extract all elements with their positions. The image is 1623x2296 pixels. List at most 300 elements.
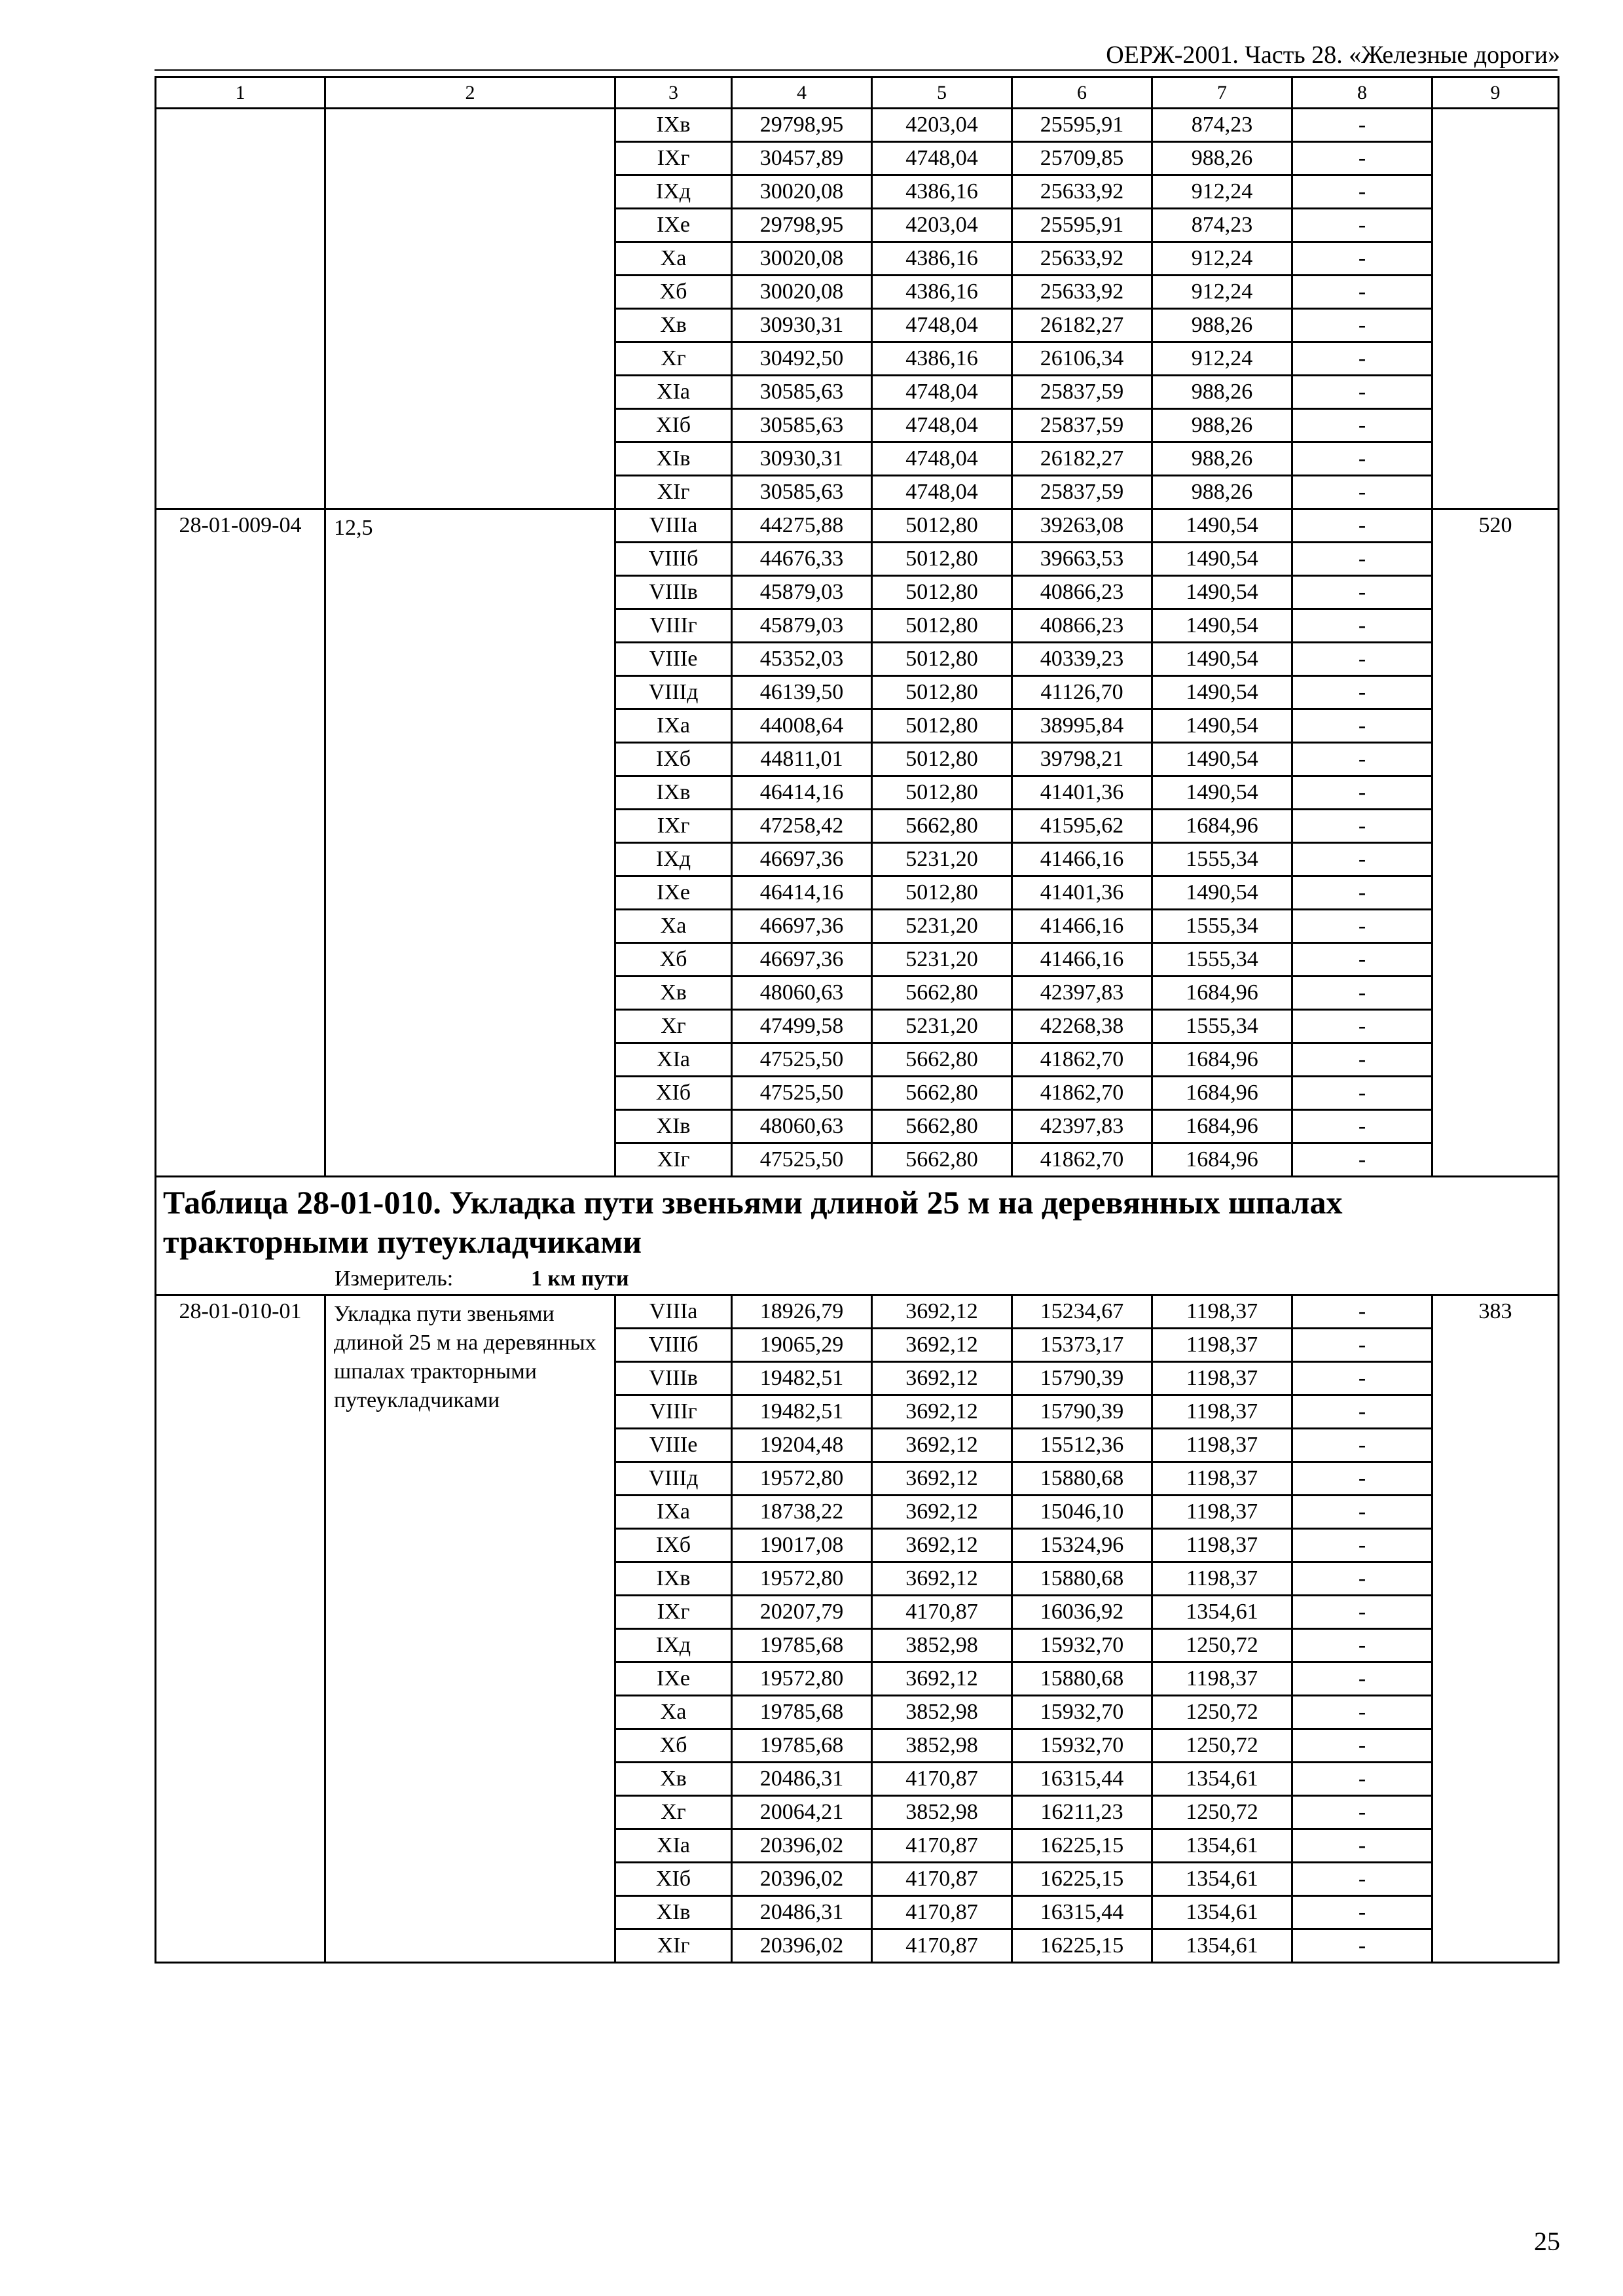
- table-cell: 42397,83: [1012, 1110, 1152, 1143]
- table-cell: -: [1292, 142, 1432, 175]
- table-cell: 15790,39: [1012, 1362, 1152, 1395]
- rate-name-cell: [325, 1295, 615, 1963]
- table-cell: -: [1292, 1329, 1432, 1362]
- table-cell: IXв: [615, 776, 732, 810]
- table-cell: 30930,31: [732, 309, 872, 342]
- table-cell: 4170,87: [872, 1763, 1012, 1796]
- table-cell: VIIIд: [615, 676, 732, 709]
- table-cell: 5662,80: [872, 1110, 1012, 1143]
- table-cell: 30492,50: [732, 342, 872, 376]
- table-cell: 874,23: [1152, 109, 1292, 142]
- table-cell: 3692,12: [872, 1529, 1012, 1562]
- table-cell: 25633,92: [1012, 175, 1152, 209]
- rates-table: [155, 76, 1559, 1964]
- table-cell: 5231,20: [872, 843, 1012, 876]
- table-cell: VIIIв: [615, 576, 732, 609]
- table-cell: VIIIд: [615, 1462, 732, 1496]
- table-cell: 19204,48: [732, 1429, 872, 1462]
- table-cell: 30457,89: [732, 142, 872, 175]
- table-cell: 16225,15: [1012, 1863, 1152, 1896]
- table-cell: 26106,34: [1012, 342, 1152, 376]
- table-cell: -: [1292, 943, 1432, 977]
- table-cell: 29798,95: [732, 209, 872, 242]
- table-cell: -: [1292, 743, 1432, 776]
- table-cell: 19785,68: [732, 1696, 872, 1729]
- table-cell: -: [1292, 1496, 1432, 1529]
- table-cell: 3692,12: [872, 1662, 1012, 1696]
- table-cell: 45879,03: [732, 609, 872, 643]
- table-cell: -: [1292, 109, 1432, 142]
- table-cell: XIг: [615, 1143, 732, 1177]
- table-cell: VIIIб: [615, 1329, 732, 1362]
- table-cell: -: [1292, 876, 1432, 910]
- table-cell: 4203,04: [872, 209, 1012, 242]
- table-cell: 15932,70: [1012, 1729, 1152, 1763]
- table-cell: 1198,37: [1152, 1295, 1292, 1329]
- table-cell: 44676,33: [732, 543, 872, 576]
- column-number: 5: [872, 77, 1012, 109]
- table-cell: 1198,37: [1152, 1529, 1292, 1562]
- table-cell: IXг: [615, 810, 732, 843]
- column-number: 2: [325, 77, 615, 109]
- table-cell: 988,26: [1152, 309, 1292, 342]
- table-cell: 5012,80: [872, 509, 1012, 543]
- table-cell: 3852,98: [872, 1629, 1012, 1662]
- rate-code-cell: 28-01-010-01: [156, 1295, 325, 1963]
- table-cell: 30585,63: [732, 476, 872, 509]
- table-section-title: Таблица 28-01-010. Укладка пути звеньями длиной 25 м на деревянных шпалах тракторными путеукладчиками: [163, 1184, 1343, 1260]
- table-cell: -: [1292, 1529, 1432, 1562]
- table-cell: VIIIб: [615, 543, 732, 576]
- table-cell: 988,26: [1152, 376, 1292, 409]
- table-cell: Xв: [615, 1763, 732, 1796]
- table-cell: 1490,54: [1152, 643, 1292, 676]
- table-cell: 3852,98: [872, 1696, 1012, 1729]
- table-cell: 1555,34: [1152, 843, 1292, 876]
- table-cell: 19785,68: [732, 1729, 872, 1763]
- table-cell: 5662,80: [872, 1043, 1012, 1077]
- table-cell: 1555,34: [1152, 1010, 1292, 1043]
- table-cell: 15932,70: [1012, 1696, 1152, 1729]
- table-cell: -: [1292, 1629, 1432, 1662]
- table-cell: 19572,80: [732, 1462, 872, 1496]
- table-cell: IXа: [615, 1496, 732, 1529]
- table-cell: 45352,03: [732, 643, 872, 676]
- measure-unit-line: [335, 1264, 1551, 1294]
- table-cell: 4170,87: [872, 1896, 1012, 1929]
- table-cell: 30930,31: [732, 442, 872, 476]
- table-cell: 15373,17: [1012, 1329, 1152, 1362]
- table-cell: 1198,37: [1152, 1429, 1292, 1462]
- table-cell: 4386,16: [872, 242, 1012, 276]
- table-cell: IXе: [615, 1662, 732, 1696]
- table-cell: IXв: [615, 1562, 732, 1596]
- table-cell: XIв: [615, 1110, 732, 1143]
- table-cell: XIб: [615, 409, 732, 442]
- table-cell: 41862,70: [1012, 1143, 1152, 1177]
- table-cell: 5012,80: [872, 876, 1012, 910]
- table-cell: 5012,80: [872, 676, 1012, 709]
- measure-unit-label: Измеритель:: [335, 1266, 454, 1291]
- rates-table-body: [156, 77, 1559, 1963]
- table-cell: 16315,44: [1012, 1763, 1152, 1796]
- rate-code-cell: [156, 109, 325, 509]
- table-cell: 5662,80: [872, 810, 1012, 843]
- table-cell: 5231,20: [872, 943, 1012, 977]
- table-cell: -: [1292, 1562, 1432, 1596]
- table-cell: -: [1292, 643, 1432, 676]
- table-cell: 46414,16: [732, 776, 872, 810]
- table-cell: 1555,34: [1152, 943, 1292, 977]
- table-cell: 41466,16: [1012, 910, 1152, 943]
- table-cell: 46697,36: [732, 843, 872, 876]
- table-cell: 41595,62: [1012, 810, 1152, 843]
- table-cell: 1555,34: [1152, 910, 1292, 943]
- table-cell: 19482,51: [732, 1395, 872, 1429]
- table-cell: XIб: [615, 1077, 732, 1110]
- table-cell: 25633,92: [1012, 242, 1152, 276]
- table-cell: Xг: [615, 1010, 732, 1043]
- table-cell: XIа: [615, 1043, 732, 1077]
- table-cell: -: [1292, 1010, 1432, 1043]
- table-cell: -: [1292, 1043, 1432, 1077]
- table-cell: 4386,16: [872, 175, 1012, 209]
- rate-code-cell: 28-01-009-04: [156, 509, 325, 1177]
- table-cell: 44008,64: [732, 709, 872, 743]
- table-cell: 1684,96: [1152, 1143, 1292, 1177]
- column-9-value: 520: [1432, 509, 1559, 1177]
- table-cell: 20207,79: [732, 1596, 872, 1629]
- table-cell: 15512,36: [1012, 1429, 1152, 1462]
- table-cell: 15880,68: [1012, 1562, 1152, 1596]
- table-cell: 48060,63: [732, 977, 872, 1010]
- table-cell: IXв: [615, 109, 732, 142]
- table-cell: IXд: [615, 843, 732, 876]
- table-cell: 1684,96: [1152, 1110, 1292, 1143]
- table-cell: Xг: [615, 1796, 732, 1829]
- table-cell: -: [1292, 1362, 1432, 1395]
- table-cell: 1684,96: [1152, 1043, 1292, 1077]
- table-cell: XIв: [615, 442, 732, 476]
- table-cell: -: [1292, 576, 1432, 609]
- section-header-cell: [156, 1177, 1559, 1295]
- table-cell: Xв: [615, 977, 732, 1010]
- table-cell: 3692,12: [872, 1562, 1012, 1596]
- table-cell: 40866,23: [1012, 576, 1152, 609]
- table-cell: 30020,08: [732, 276, 872, 309]
- table-cell: 44811,01: [732, 743, 872, 776]
- table-cell: 988,26: [1152, 442, 1292, 476]
- table-cell: 5662,80: [872, 977, 1012, 1010]
- table-cell: 15932,70: [1012, 1629, 1152, 1662]
- table-cell: 15790,39: [1012, 1395, 1152, 1429]
- table-cell: 42397,83: [1012, 977, 1152, 1010]
- table-cell: 4170,87: [872, 1596, 1012, 1629]
- table-cell: Xб: [615, 943, 732, 977]
- table-cell: 4748,04: [872, 409, 1012, 442]
- table-cell: VIIIг: [615, 1395, 732, 1429]
- table-cell: 15880,68: [1012, 1462, 1152, 1496]
- table-cell: 20396,02: [732, 1929, 872, 1963]
- table-cell: 47499,58: [732, 1010, 872, 1043]
- table-cell: 20486,31: [732, 1763, 872, 1796]
- column-number: 7: [1152, 77, 1292, 109]
- table-cell: 5662,80: [872, 1143, 1012, 1177]
- table-cell: 4170,87: [872, 1829, 1012, 1863]
- table-cell: Xб: [615, 276, 732, 309]
- table-cell: 25709,85: [1012, 142, 1152, 175]
- table-cell: 912,24: [1152, 242, 1292, 276]
- table-cell: 47258,42: [732, 810, 872, 843]
- table-cell: 5012,80: [872, 576, 1012, 609]
- table-cell: 5012,80: [872, 643, 1012, 676]
- table-cell: 47525,50: [732, 1077, 872, 1110]
- table-cell: -: [1292, 1143, 1432, 1177]
- table-cell: -: [1292, 1929, 1432, 1963]
- table-cell: 46697,36: [732, 910, 872, 943]
- table-cell: 38995,84: [1012, 709, 1152, 743]
- table-cell: 41862,70: [1012, 1043, 1152, 1077]
- table-cell: 1490,54: [1152, 876, 1292, 910]
- table-cell: XIа: [615, 1829, 732, 1863]
- table-cell: Xг: [615, 342, 732, 376]
- table-cell: 16225,15: [1012, 1929, 1152, 1963]
- table-cell: -: [1292, 1462, 1432, 1496]
- table-cell: 15046,10: [1012, 1496, 1152, 1529]
- table-cell: 39663,53: [1012, 543, 1152, 576]
- table-cell: VIIIе: [615, 643, 732, 676]
- table-cell: 30020,08: [732, 242, 872, 276]
- table-cell: -: [1292, 1429, 1432, 1462]
- section-row: [156, 1177, 1559, 1295]
- table-cell: XIв: [615, 1896, 732, 1929]
- table-cell: 1198,37: [1152, 1395, 1292, 1429]
- table-cell: 16211,23: [1012, 1796, 1152, 1829]
- table-cell: 3692,12: [872, 1462, 1012, 1496]
- table-cell: -: [1292, 1077, 1432, 1110]
- table-cell: 1490,54: [1152, 609, 1292, 643]
- table-cell: 40866,23: [1012, 609, 1152, 643]
- table-cell: -: [1292, 1796, 1432, 1829]
- table-cell: 4203,04: [872, 109, 1012, 142]
- table-cell: Xа: [615, 910, 732, 943]
- table-cell: 1198,37: [1152, 1329, 1292, 1362]
- table-cell: -: [1292, 843, 1432, 876]
- table-cell: 5012,80: [872, 609, 1012, 643]
- table-cell: 1490,54: [1152, 509, 1292, 543]
- table-cell: 5012,80: [872, 709, 1012, 743]
- rate-name-text: Укладка пути звеньями длиной 25 м на деревянных шпалах тракторными путеукладчиками: [334, 1302, 596, 1412]
- table-cell: 1490,54: [1152, 776, 1292, 810]
- table-cell: -: [1292, 376, 1432, 409]
- page-number: 25: [1534, 2227, 1560, 2256]
- table-cell: IXа: [615, 709, 732, 743]
- table-cell: 47525,50: [732, 1143, 872, 1177]
- table-cell: 19065,29: [732, 1329, 872, 1362]
- table-cell: 4748,04: [872, 376, 1012, 409]
- table-cell: 20396,02: [732, 1863, 872, 1896]
- table-cell: 15324,96: [1012, 1529, 1152, 1562]
- table-cell: XIг: [615, 476, 732, 509]
- table-cell: 1354,61: [1152, 1896, 1292, 1929]
- table-cell: 1250,72: [1152, 1729, 1292, 1763]
- column-number: 3: [615, 77, 732, 109]
- table-cell: 1354,61: [1152, 1596, 1292, 1629]
- table-cell: -: [1292, 342, 1432, 376]
- table-cell: -: [1292, 810, 1432, 843]
- table-cell: 25595,91: [1012, 209, 1152, 242]
- table-cell: 20486,31: [732, 1896, 872, 1929]
- table-cell: 25837,59: [1012, 376, 1152, 409]
- table-cell: 912,24: [1152, 342, 1292, 376]
- table-cell: 5012,80: [872, 743, 1012, 776]
- table-cell: 20396,02: [732, 1829, 872, 1863]
- table-cell: 3692,12: [872, 1496, 1012, 1529]
- table-cell: 4170,87: [872, 1929, 1012, 1963]
- column-number: 4: [732, 77, 872, 109]
- table-cell: -: [1292, 609, 1432, 643]
- table-cell: -: [1292, 175, 1432, 209]
- table-cell: -: [1292, 1662, 1432, 1696]
- table-cell: 1198,37: [1152, 1496, 1292, 1529]
- table-cell: 25837,59: [1012, 476, 1152, 509]
- table-cell: IXг: [615, 1596, 732, 1629]
- table-cell: 988,26: [1152, 476, 1292, 509]
- table-row: [156, 509, 1559, 543]
- measure-unit-value: 1 км пути: [531, 1266, 629, 1291]
- column-9-value: 383: [1432, 1295, 1559, 1963]
- table-cell: 18926,79: [732, 1295, 872, 1329]
- table-cell: 30585,63: [732, 376, 872, 409]
- table-cell: 4170,87: [872, 1863, 1012, 1896]
- header-rule: [155, 69, 1558, 71]
- table-cell: 46414,16: [732, 876, 872, 910]
- table-cell: 46139,50: [732, 676, 872, 709]
- table-cell: 1490,54: [1152, 676, 1292, 709]
- table-cell: 16036,92: [1012, 1596, 1152, 1629]
- table-cell: 3692,12: [872, 1395, 1012, 1429]
- table-cell: -: [1292, 1729, 1432, 1763]
- table-cell: 45879,03: [732, 576, 872, 609]
- table-cell: 20064,21: [732, 1796, 872, 1829]
- table-cell: 1198,37: [1152, 1362, 1292, 1395]
- table-cell: VIIIа: [615, 1295, 732, 1329]
- table-cell: 3692,12: [872, 1429, 1012, 1462]
- table-cell: 41466,16: [1012, 943, 1152, 977]
- table-cell: 39263,08: [1012, 509, 1152, 543]
- table-cell: Xв: [615, 309, 732, 342]
- table-cell: 41126,70: [1012, 676, 1152, 709]
- table-cell: 3852,98: [872, 1729, 1012, 1763]
- table-cell: -: [1292, 476, 1432, 509]
- table-cell: 19785,68: [732, 1629, 872, 1662]
- table-cell: IXе: [615, 209, 732, 242]
- table-cell: 42268,38: [1012, 1010, 1152, 1043]
- table-cell: 44275,88: [732, 509, 872, 543]
- table-cell: -: [1292, 709, 1432, 743]
- column-number: 1: [156, 77, 325, 109]
- table-cell: 41401,36: [1012, 776, 1152, 810]
- table-cell: 26182,27: [1012, 309, 1152, 342]
- table-cell: 25595,91: [1012, 109, 1152, 142]
- table-cell: 1684,96: [1152, 810, 1292, 843]
- table-cell: 46697,36: [732, 943, 872, 977]
- table-cell: -: [1292, 1863, 1432, 1896]
- table-cell: IXб: [615, 743, 732, 776]
- table-cell: 1354,61: [1152, 1863, 1292, 1896]
- column-number: 9: [1432, 77, 1559, 109]
- table-cell: -: [1292, 910, 1432, 943]
- table-cell: 1198,37: [1152, 1662, 1292, 1696]
- column-number: 6: [1012, 77, 1152, 109]
- table-cell: IXг: [615, 142, 732, 175]
- table-cell: -: [1292, 1295, 1432, 1329]
- table-cell: -: [1292, 209, 1432, 242]
- table-cell: 1354,61: [1152, 1763, 1292, 1796]
- table-cell: Xа: [615, 242, 732, 276]
- table-cell: XIг: [615, 1929, 732, 1963]
- table-cell: VIIIг: [615, 609, 732, 643]
- table-cell: 41862,70: [1012, 1077, 1152, 1110]
- table-cell: 19017,08: [732, 1529, 872, 1562]
- table-cell: XIа: [615, 376, 732, 409]
- table-cell: -: [1292, 309, 1432, 342]
- table-cell: 1490,54: [1152, 743, 1292, 776]
- table-cell: 41401,36: [1012, 876, 1152, 910]
- table-cell: 1250,72: [1152, 1796, 1292, 1829]
- table-cell: 1684,96: [1152, 977, 1292, 1010]
- table-cell: -: [1292, 509, 1432, 543]
- table-cell: 1684,96: [1152, 1077, 1292, 1110]
- table-cell: 4748,04: [872, 142, 1012, 175]
- table-cell: IXд: [615, 175, 732, 209]
- table-cell: -: [1292, 977, 1432, 1010]
- table-cell: 39798,21: [1012, 743, 1152, 776]
- table-cell: -: [1292, 242, 1432, 276]
- table-cell: 29798,95: [732, 109, 872, 142]
- table-cell: -: [1292, 442, 1432, 476]
- table-cell: 25837,59: [1012, 409, 1152, 442]
- table-cell: 1490,54: [1152, 709, 1292, 743]
- table-cell: 4386,16: [872, 276, 1012, 309]
- column-number-row: [156, 77, 1559, 109]
- table-cell: -: [1292, 409, 1432, 442]
- rate-name-cell: [325, 509, 615, 1177]
- table-cell: 4386,16: [872, 342, 1012, 376]
- table-cell: 48060,63: [732, 1110, 872, 1143]
- table-cell: IXе: [615, 876, 732, 910]
- table-cell: 19572,80: [732, 1562, 872, 1596]
- table-cell: -: [1292, 543, 1432, 576]
- table-cell: 15234,67: [1012, 1295, 1152, 1329]
- table-cell: 4748,04: [872, 442, 1012, 476]
- column-9-value: [1432, 109, 1559, 509]
- table-cell: 3852,98: [872, 1796, 1012, 1829]
- table-cell: 3692,12: [872, 1362, 1012, 1395]
- table-cell: Xа: [615, 1696, 732, 1729]
- table-cell: VIIIа: [615, 509, 732, 543]
- table-cell: 4748,04: [872, 476, 1012, 509]
- table-cell: 47525,50: [732, 1043, 872, 1077]
- table-cell: Xб: [615, 1729, 732, 1763]
- table-cell: 1490,54: [1152, 543, 1292, 576]
- table-cell: -: [1292, 676, 1432, 709]
- table-cell: 912,24: [1152, 175, 1292, 209]
- table-cell: 988,26: [1152, 409, 1292, 442]
- table-cell: 5012,80: [872, 543, 1012, 576]
- table-cell: 18738,22: [732, 1496, 872, 1529]
- table-cell: -: [1292, 1829, 1432, 1863]
